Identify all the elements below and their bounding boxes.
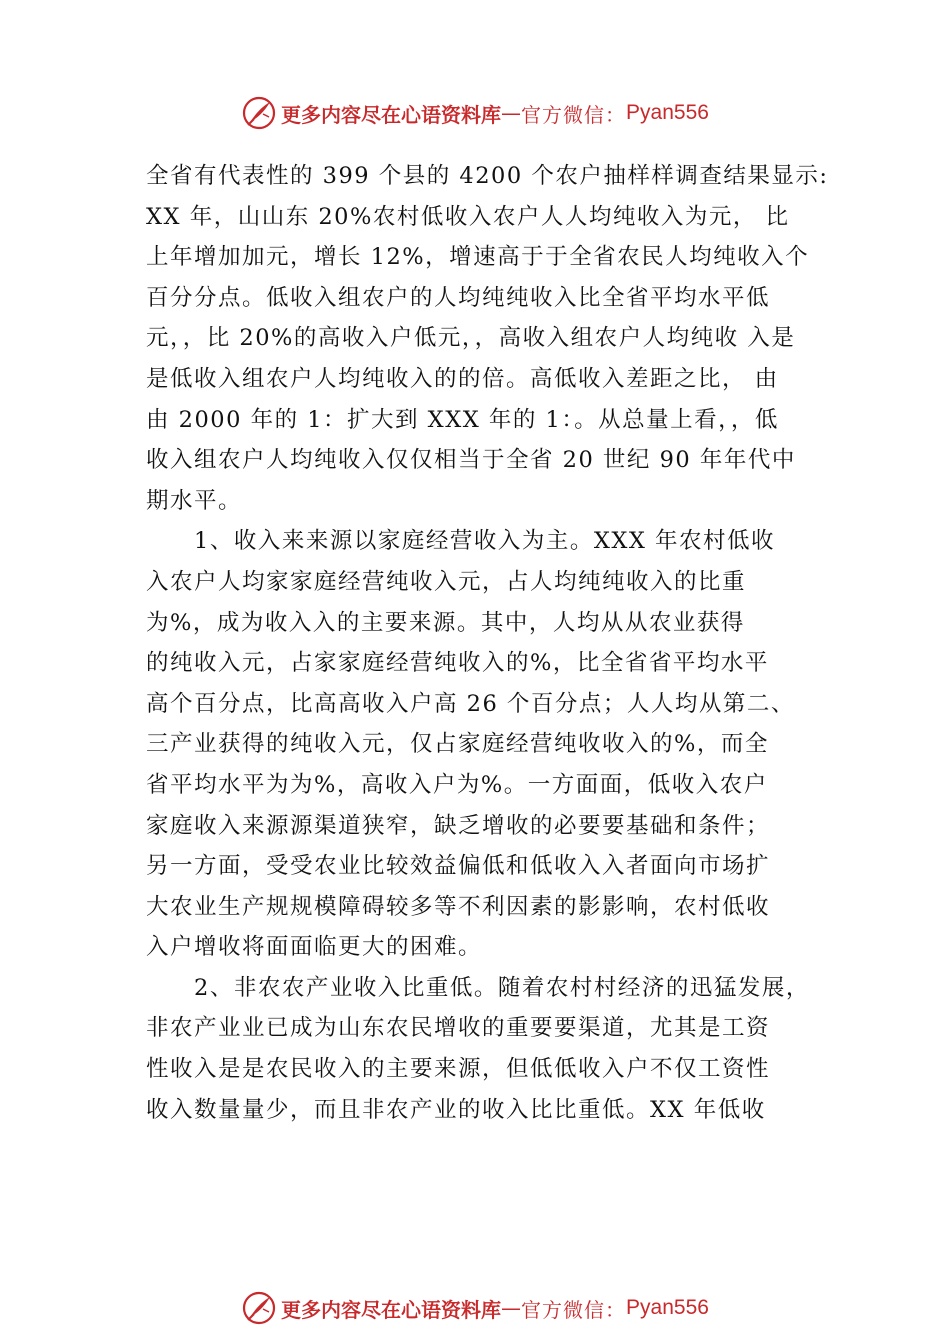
paragraph-start: 1、收入来来源以家庭经营收入为主。XXX 年农村低收 — [194, 528, 776, 555]
text-line: 高个百分点，比高高收入户高 26 个百分点；人人均从第二、 — [146, 690, 795, 717]
text-line: XX 年，山山东 20%农村低收入农户人人均纯收入为元， 比 — [146, 203, 790, 230]
text-line: 是低收入组农户人均纯收入的的倍。高低收入差距之比， 由 — [146, 365, 779, 392]
text-line: 入户增收将面面临更大的困难。 — [146, 934, 483, 961]
banner-title: 更多内容尽在心语资料库 — [281, 102, 502, 127]
text-line: 百分分点。低收入组农户的人均纯纯收入比全省平均水平低 — [146, 284, 771, 311]
text-line: 省平均水平为为%，高收入户为%。一方面面，低收入农户 — [146, 771, 768, 798]
quill-logo-icon — [241, 1290, 277, 1326]
text-line: 大农业生产规规模障碍较多等不利因素的影影响，农村低收 — [146, 893, 771, 920]
text-line: 收入组农户人均纯收入仅仅相当于全省 20 世纪 90 年年代中 — [146, 447, 796, 474]
text-line: 期水平。 — [146, 487, 243, 514]
header-banner — [0, 93, 950, 133]
banner-title: 更多内容尽在心语资料库 — [281, 1297, 502, 1322]
text-line: 的纯收入元，占家家庭经营纯收入的%，比全省省平均水平 — [146, 650, 769, 677]
text-line: 入农户人均家家庭经营纯收入元，占人均纯纯收入的比重 — [146, 568, 747, 595]
footer-banner — [0, 1288, 950, 1328]
text-line: 三产业获得的纯收入元，仅占家庭经营纯收收入的%，而全 — [146, 731, 769, 758]
text-line: 另一方面，受受农业比较效益偏低和低收入入者面向市场扩 — [146, 853, 771, 880]
quill-logo-icon — [241, 95, 277, 131]
text-line: 性收入是是农民收入的主要来源，但低低收入户不仅工资性 — [146, 1056, 771, 1083]
text-line: 非农产业业已成为山东农民增收的重要要渠道，尤其是工资 — [146, 1015, 771, 1042]
document-body — [146, 156, 836, 1130]
text-line: 收入数量量少，而且非农产业的收入比比重低。XX 年低收 — [146, 1096, 766, 1123]
text-line: 元，，比 20%的高收入户低元，，高收入组农户人均纯收 入是 — [146, 325, 796, 352]
text-line: 由 2000 年的 1：扩大到 XXX 年的 1：。从总量上看，，低 — [146, 406, 779, 433]
text-line: 上年增加加元，增长 12%，增速高于于全省农民人均纯收入个 — [146, 244, 810, 271]
banner-wechat-id: Pyan556 — [626, 1296, 709, 1319]
text-line: 为%，成为收入入的主要来源。其中，人均从从农业获得 — [146, 609, 745, 636]
paragraph-start: 2、非农农产业收入比重低。随着农村村经济的迅猛发展， — [194, 974, 810, 1001]
banner-suffix: 官方微信： — [521, 1297, 627, 1322]
banner-wechat-id: Pyan556 — [626, 101, 709, 124]
banner-dash: — — [501, 1296, 522, 1320]
banner-suffix: 官方微信： — [521, 102, 627, 127]
banner-dash: — — [501, 101, 522, 125]
text-line: 家庭收入来源源渠道狭窄，缺乏增收的必要要基础和条件； — [146, 812, 771, 839]
text-line: 全省有代表性的 399 个县的 4200 个农户抽样样调查结果显示: — [146, 163, 829, 189]
